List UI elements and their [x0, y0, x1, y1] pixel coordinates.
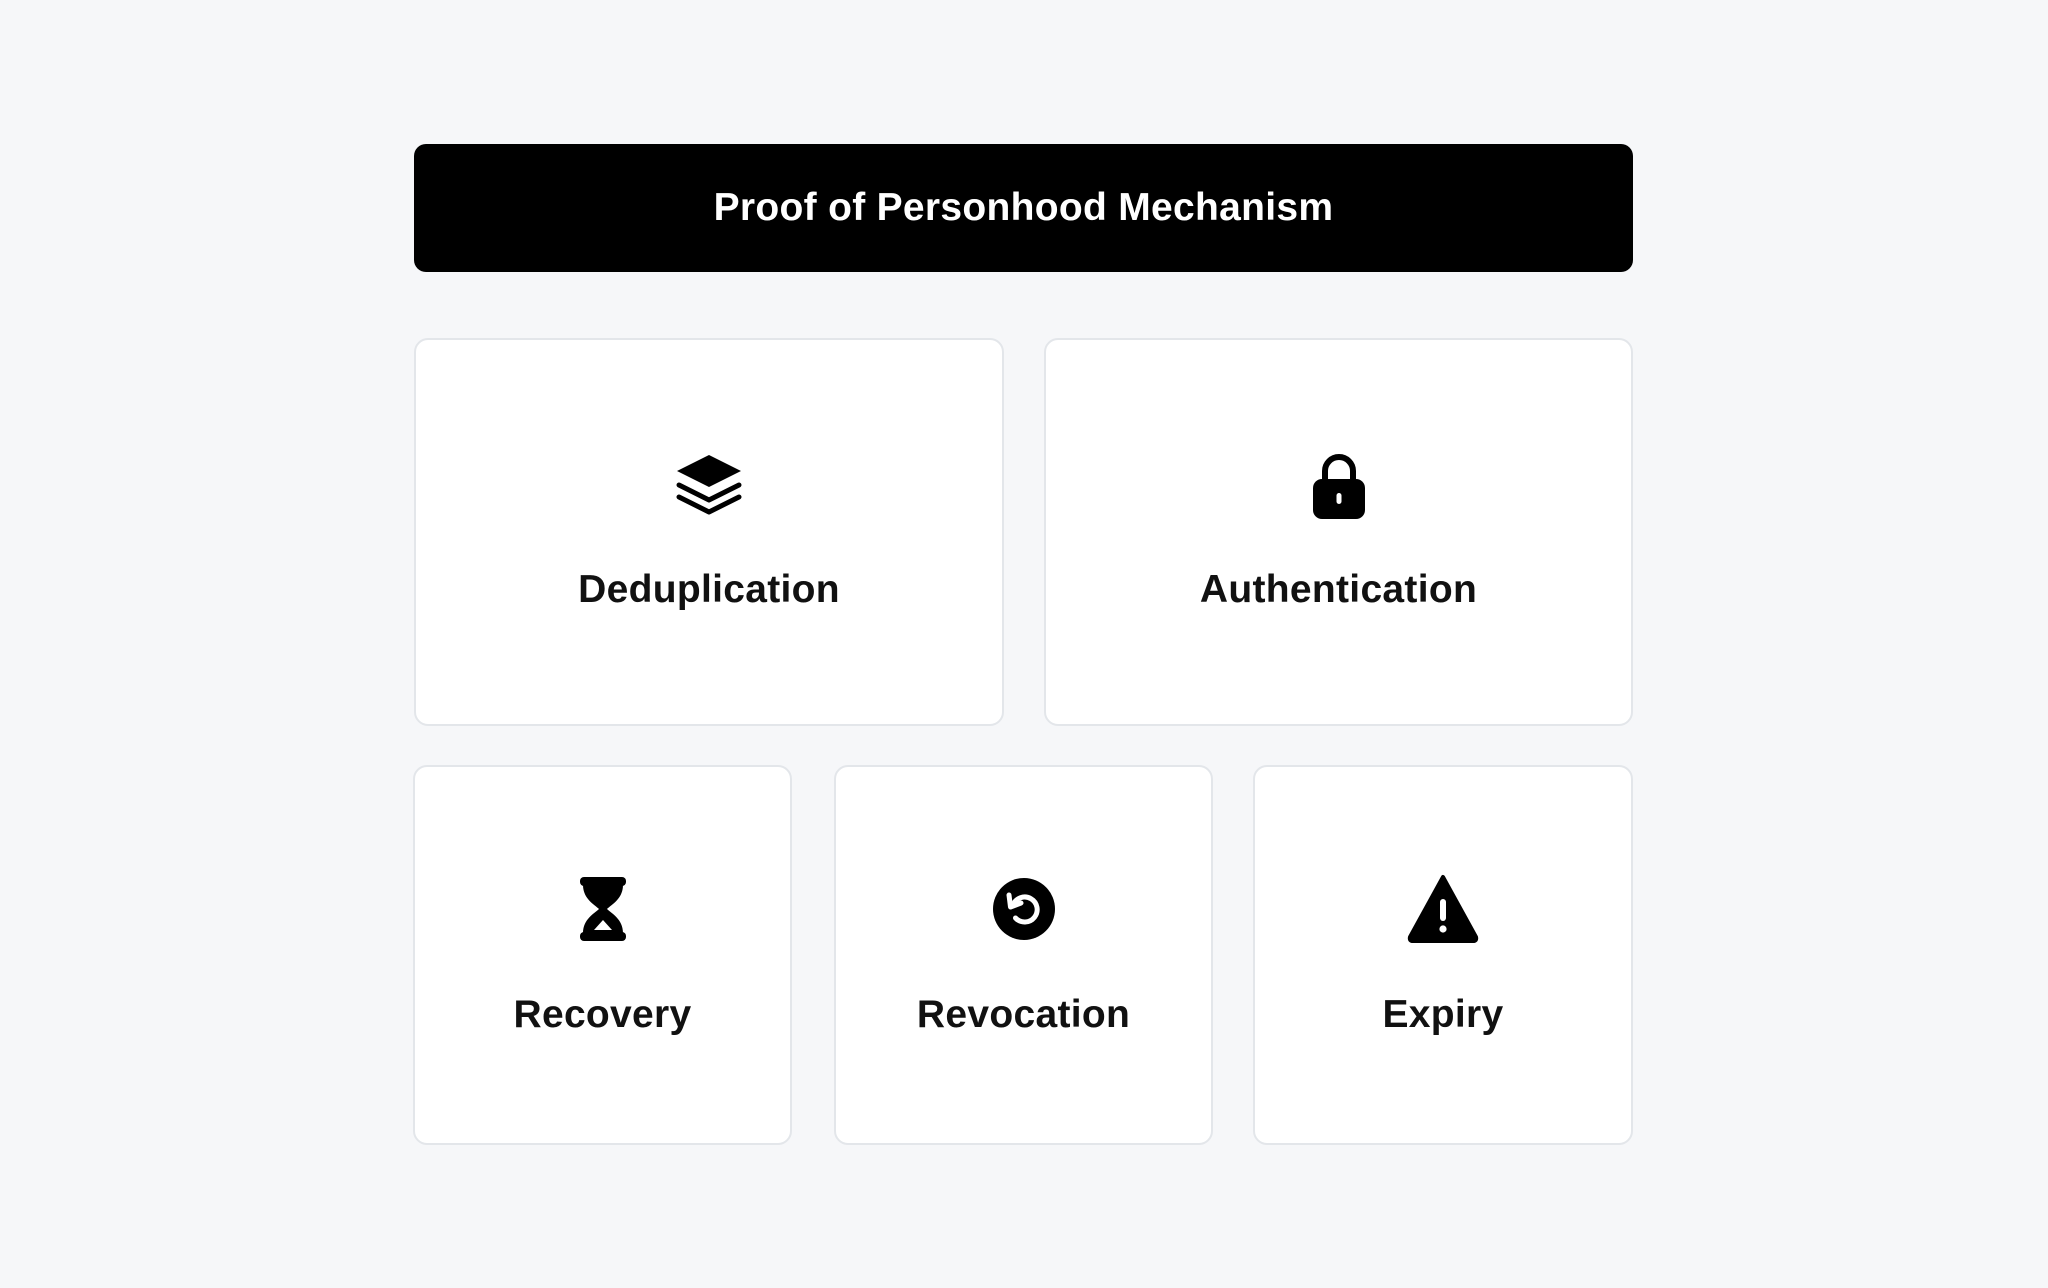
card-recovery[interactable] — [413, 765, 792, 1145]
hourglass-icon — [567, 873, 639, 945]
revoke-rotate-icon — [988, 873, 1060, 945]
warning-triangle-icon — [1407, 873, 1479, 945]
card-label: Revocation — [916, 993, 1131, 1036]
card-label: Authentication — [1199, 568, 1478, 611]
card-deduplication[interactable] — [414, 338, 1004, 726]
card-authentication[interactable] — [1044, 338, 1633, 726]
lock-icon — [1303, 449, 1375, 521]
card-revocation[interactable] — [834, 765, 1213, 1145]
card-label: Deduplication — [578, 568, 840, 611]
diagram-title: Proof of Personhood Mechanism — [713, 186, 1334, 229]
layers-icon — [673, 449, 745, 521]
card-expiry[interactable] — [1253, 765, 1633, 1145]
card-label: Expiry — [1382, 993, 1504, 1036]
title-banner — [414, 144, 1633, 272]
card-label: Recovery — [513, 993, 692, 1036]
